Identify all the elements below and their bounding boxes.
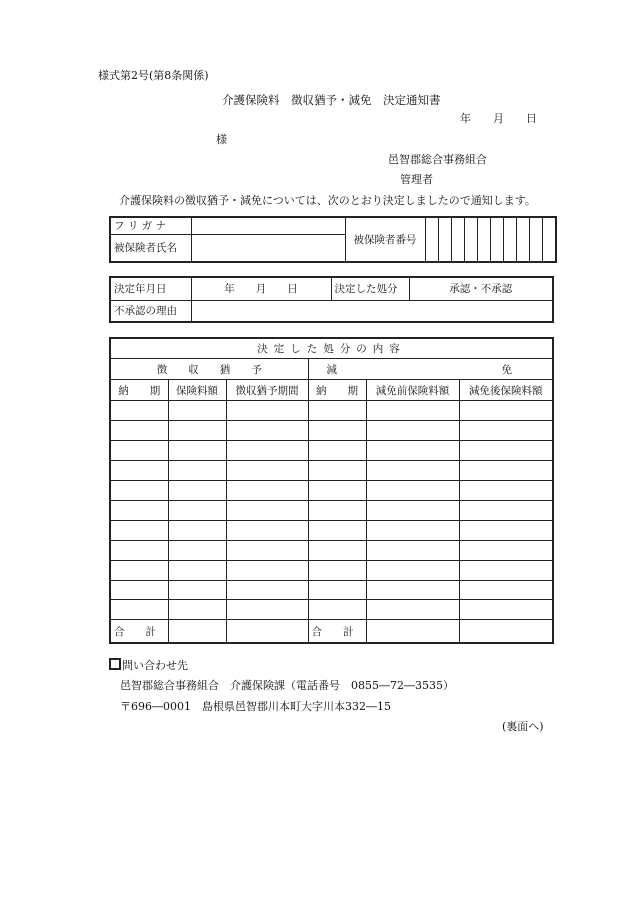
deferral-period-cell[interactable] bbox=[226, 421, 308, 441]
details-title: 決定した処分の内容 bbox=[110, 338, 553, 359]
premium-amount-cell[interactable] bbox=[168, 441, 226, 461]
premium-after-cell[interactable] bbox=[459, 540, 553, 560]
table-row bbox=[110, 580, 553, 600]
premium-before-cell[interactable] bbox=[366, 481, 459, 501]
continued-note: (裏面へ) bbox=[502, 720, 544, 733]
issue-date: 年 月 日 bbox=[460, 112, 537, 125]
due-date-deferral-cell[interactable] bbox=[110, 520, 168, 540]
premium-amount-cell[interactable] bbox=[168, 580, 226, 600]
premium-before-cell[interactable] bbox=[366, 520, 459, 540]
contact-heading bbox=[109, 657, 188, 673]
table-row bbox=[110, 520, 553, 540]
premium-after-cell[interactable] bbox=[459, 461, 553, 481]
due-date-exemption-cell[interactable] bbox=[308, 481, 366, 501]
exemption-header bbox=[308, 359, 553, 380]
premium-amount-cell[interactable] bbox=[168, 461, 226, 481]
premium-after-cell[interactable] bbox=[459, 520, 553, 540]
premium-before-cell[interactable] bbox=[366, 401, 459, 421]
disposition-details-table bbox=[109, 337, 554, 644]
column-header-row bbox=[110, 380, 553, 401]
due-date-exemption-cell[interactable] bbox=[308, 500, 366, 520]
table-row bbox=[110, 421, 553, 441]
deferral-period-cell[interactable] bbox=[226, 540, 308, 560]
table-row bbox=[110, 540, 553, 560]
insured-number-digit[interactable] bbox=[425, 217, 438, 262]
total-label-deferral: 合 計 bbox=[110, 620, 168, 643]
due-date-deferral-cell[interactable] bbox=[110, 401, 168, 421]
premium-after-cell[interactable] bbox=[459, 560, 553, 580]
due-date-deferral-cell[interactable] bbox=[110, 421, 168, 441]
premium-after-cell[interactable] bbox=[459, 401, 553, 421]
total-before-cell[interactable] bbox=[366, 620, 459, 643]
premium-amount-cell[interactable] bbox=[168, 401, 226, 421]
decision-date-field[interactable]: 年 月 日 bbox=[191, 277, 331, 300]
insured-number-digit[interactable] bbox=[529, 217, 542, 262]
furigana-label: フ リ ガ ナ bbox=[110, 217, 191, 234]
col-premium-amount: 保険料額 bbox=[168, 380, 226, 401]
due-date-exemption-cell[interactable] bbox=[308, 461, 366, 481]
total-premium-cell[interactable] bbox=[168, 620, 226, 643]
due-date-deferral-cell[interactable] bbox=[110, 600, 168, 620]
issuer-name: 邑智郡総合事務組合 bbox=[388, 153, 487, 166]
due-date-deferral-cell[interactable] bbox=[110, 560, 168, 580]
due-date-exemption-cell[interactable] bbox=[308, 520, 366, 540]
premium-after-cell[interactable] bbox=[459, 441, 553, 461]
table-row bbox=[110, 560, 553, 580]
disposition-label: 決定した処分 bbox=[331, 277, 409, 300]
due-date-deferral-cell[interactable] bbox=[110, 580, 168, 600]
addressee-suffix: 様 bbox=[216, 133, 227, 146]
col-premium-before: 減免前保険料額 bbox=[366, 380, 459, 401]
due-date-deferral-cell[interactable] bbox=[110, 481, 168, 501]
exemption-header-left: 減 bbox=[326, 363, 337, 376]
deferral-period-cell[interactable] bbox=[226, 481, 308, 501]
approval-choice[interactable]: 承認・不承認 bbox=[409, 277, 553, 300]
contact-heading-text: 問い合わせ先 bbox=[122, 659, 188, 672]
intro-text: 介護保険料の徴収猶予・減免については、次のとおり決定しましたので通知します。 bbox=[119, 194, 536, 207]
table-row bbox=[110, 441, 553, 461]
table-row bbox=[110, 600, 553, 620]
col-due-date-exemption: 納 期 bbox=[308, 380, 366, 401]
due-date-deferral-cell[interactable] bbox=[110, 461, 168, 481]
col-premium-after: 減免後保険料額 bbox=[459, 380, 553, 401]
issuer-role: 管理者 bbox=[400, 173, 433, 186]
furigana-field[interactable] bbox=[191, 217, 345, 234]
exemption-header-right: 免 bbox=[501, 363, 513, 376]
premium-after-cell[interactable] bbox=[459, 600, 553, 620]
premium-after-cell[interactable] bbox=[459, 481, 553, 501]
deferral-period-cell[interactable] bbox=[226, 600, 308, 620]
insured-number-digit[interactable] bbox=[516, 217, 529, 262]
col-deferral-period: 徴収猶予期間 bbox=[226, 380, 308, 401]
premium-before-cell[interactable] bbox=[366, 580, 459, 600]
checkbox-icon bbox=[109, 658, 121, 670]
insured-number-digit[interactable] bbox=[503, 217, 516, 262]
insured-name-label: 被保険者氏名 bbox=[110, 234, 191, 262]
due-date-exemption-cell[interactable] bbox=[308, 580, 366, 600]
decision-table bbox=[109, 276, 554, 323]
col-due-date-deferral: 納 期 bbox=[110, 380, 168, 401]
contact-line-phone: 邑智郡総合事務組合 介護保険課（電話番号 0855―72―3535） bbox=[120, 679, 454, 692]
due-date-exemption-cell[interactable] bbox=[308, 540, 366, 560]
premium-amount-cell[interactable] bbox=[168, 481, 226, 501]
premium-amount-cell[interactable] bbox=[168, 421, 226, 441]
insured-number-digit[interactable] bbox=[451, 217, 464, 262]
table-row bbox=[110, 481, 553, 501]
due-date-deferral-cell[interactable] bbox=[110, 500, 168, 520]
deferral-period-cell[interactable] bbox=[226, 441, 308, 461]
insured-name-field[interactable] bbox=[191, 234, 345, 262]
premium-after-cell[interactable] bbox=[459, 580, 553, 600]
rejection-reason-field[interactable] bbox=[191, 300, 553, 322]
insured-number-digit[interactable] bbox=[464, 217, 477, 262]
document-title: 介護保険料 徴収猶予・減免 決定通知書 bbox=[222, 93, 441, 107]
insured-person-table bbox=[109, 216, 557, 263]
insured-number-digit[interactable] bbox=[542, 217, 556, 262]
deferral-period-cell[interactable] bbox=[226, 401, 308, 421]
due-date-exemption-cell[interactable] bbox=[308, 421, 366, 441]
insured-number-digit[interactable] bbox=[477, 217, 490, 262]
premium-after-cell[interactable] bbox=[459, 421, 553, 441]
due-date-deferral-cell[interactable] bbox=[110, 540, 168, 560]
premium-amount-cell[interactable] bbox=[168, 600, 226, 620]
insured-number-digit[interactable] bbox=[490, 217, 503, 262]
deferral-period-cell[interactable] bbox=[226, 500, 308, 520]
premium-before-cell[interactable] bbox=[366, 560, 459, 580]
premium-before-cell[interactable] bbox=[366, 461, 459, 481]
premium-after-cell[interactable] bbox=[459, 500, 553, 520]
total-label-exemption: 合 計 bbox=[308, 620, 366, 643]
due-date-exemption-cell[interactable] bbox=[308, 441, 366, 461]
decision-date-label: 決定年月日 bbox=[110, 277, 191, 300]
insured-number-label: 被保険者番号 bbox=[345, 217, 425, 262]
premium-amount-cell[interactable] bbox=[168, 540, 226, 560]
premium-amount-cell[interactable] bbox=[168, 500, 226, 520]
due-date-deferral-cell[interactable] bbox=[110, 441, 168, 461]
total-after-cell[interactable] bbox=[459, 620, 553, 643]
insured-number-digit[interactable] bbox=[438, 217, 451, 262]
due-date-exemption-cell[interactable] bbox=[308, 560, 366, 580]
table-row bbox=[110, 401, 553, 421]
premium-amount-cell[interactable] bbox=[168, 520, 226, 540]
deferral-period-cell[interactable] bbox=[226, 580, 308, 600]
premium-amount-cell[interactable] bbox=[168, 560, 226, 580]
rejection-reason-label: 不承認の理由 bbox=[110, 300, 191, 322]
form-number: 様式第2号(第8条関係) bbox=[98, 69, 209, 82]
table-row bbox=[110, 461, 553, 481]
premium-before-cell[interactable] bbox=[366, 421, 459, 441]
premium-before-cell[interactable] bbox=[366, 441, 459, 461]
premium-before-cell[interactable] bbox=[366, 500, 459, 520]
deferral-period-cell[interactable] bbox=[226, 461, 308, 481]
deferral-period-cell[interactable] bbox=[226, 520, 308, 540]
due-date-exemption-cell[interactable] bbox=[308, 401, 366, 421]
table-row bbox=[110, 500, 553, 520]
deferral-period-cell[interactable] bbox=[226, 560, 308, 580]
total-row bbox=[110, 620, 553, 643]
contact-line-address: 〒696―0001 島根県邑智郡川本町大字川本332―15 bbox=[120, 700, 391, 713]
deferral-header: 徴 収 猶 予 bbox=[110, 359, 308, 380]
premium-before-cell[interactable] bbox=[366, 540, 459, 560]
premium-before-cell[interactable] bbox=[366, 600, 459, 620]
total-deferral-cell[interactable] bbox=[226, 620, 308, 643]
due-date-exemption-cell[interactable] bbox=[308, 600, 366, 620]
